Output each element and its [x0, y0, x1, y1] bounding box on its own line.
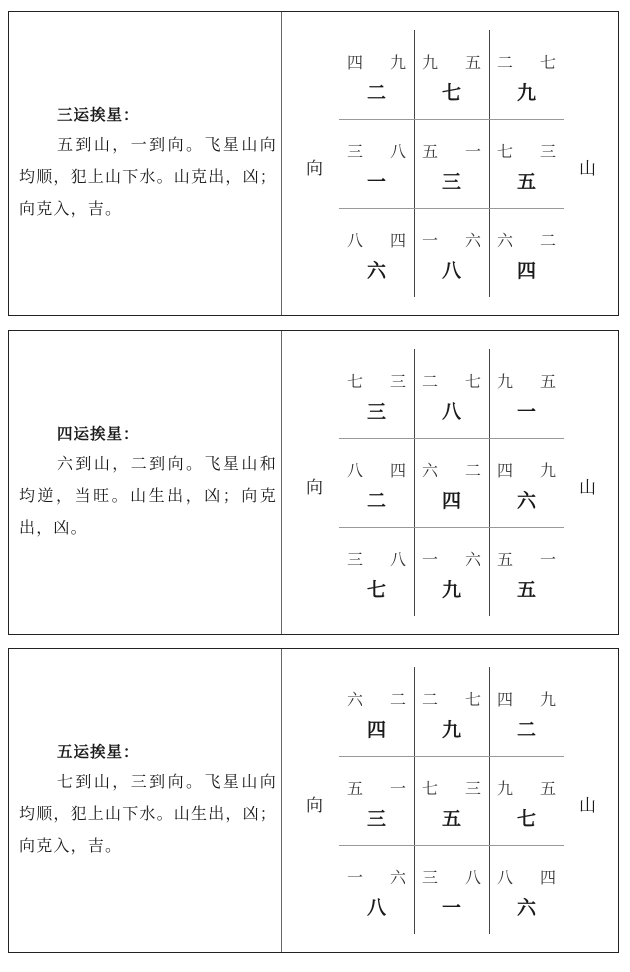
water-star: 六: [464, 231, 481, 250]
star-pair: [339, 369, 414, 392]
base-star: 六: [516, 897, 536, 919]
grid-cell: [414, 527, 489, 616]
mountain-star: 五: [497, 550, 514, 569]
water-star: 五: [464, 53, 481, 72]
star-pair: [489, 50, 564, 73]
star-pair: [489, 687, 564, 710]
mountain-star: 九: [497, 779, 514, 798]
water-star: 一: [539, 550, 556, 569]
grid-cell: [339, 349, 414, 438]
grid-cell: [489, 438, 564, 527]
base-star: 五: [516, 171, 536, 193]
base-star: 四: [441, 490, 461, 512]
base-star: 四: [516, 260, 536, 282]
water-star: 六: [464, 550, 481, 569]
grid-cell: [489, 845, 564, 934]
description-block: [19, 12, 277, 315]
base-star: 九: [441, 719, 461, 741]
star-pair: [339, 458, 414, 481]
water-star: 二: [464, 461, 481, 480]
star-pair: [414, 50, 489, 73]
mountain-star: 四: [497, 690, 514, 709]
column-divider: [281, 12, 282, 315]
water-star: 七: [464, 372, 481, 391]
mountain-star: 五: [422, 142, 439, 161]
column-divider: [281, 649, 282, 952]
mountain-star: 七: [347, 372, 364, 391]
base-star: 八: [441, 401, 461, 423]
water-star: 四: [389, 461, 406, 480]
grid-cell: [489, 756, 564, 845]
grid-cell: [489, 527, 564, 616]
description-block: [19, 649, 277, 952]
mountain-star: 一: [422, 550, 439, 569]
base-star: 五: [516, 579, 536, 601]
grid-cell: [414, 756, 489, 845]
flying-star-grid: [339, 349, 564, 616]
mountain-direction-label: 山: [579, 796, 596, 816]
chart-title: 三运挨星：: [57, 104, 140, 124]
base-star: 三: [366, 401, 386, 423]
star-pair: [489, 369, 564, 392]
water-star: 三: [389, 372, 406, 391]
mountain-star: 六: [497, 231, 514, 250]
base-star: 七: [441, 82, 461, 104]
grid-cell: [489, 349, 564, 438]
mountain-star: 七: [497, 142, 514, 161]
star-pair: [489, 865, 564, 888]
base-star: 六: [366, 260, 386, 282]
mountain-star: 二: [497, 53, 514, 72]
star-pair: [414, 865, 489, 888]
water-star: 九: [539, 690, 556, 709]
mountain-star: 五: [347, 779, 364, 798]
chart-panel: [8, 648, 619, 953]
grid-cell: [339, 119, 414, 208]
base-star: 八: [441, 260, 461, 282]
grid-cell: [414, 438, 489, 527]
grid-cell: [489, 30, 564, 119]
base-star: 一: [366, 171, 386, 193]
mountain-direction-label: 山: [579, 159, 596, 179]
star-pair: [489, 139, 564, 162]
base-star: 二: [366, 490, 386, 512]
grid-cell: [339, 756, 414, 845]
mountain-star: 八: [347, 231, 364, 250]
grid-cell: [414, 349, 489, 438]
water-star: 九: [389, 53, 406, 72]
mountain-star: 八: [347, 461, 364, 480]
star-pair: [414, 547, 489, 570]
base-star: 四: [366, 719, 386, 741]
mountain-star: 一: [422, 231, 439, 250]
base-star: 六: [516, 490, 536, 512]
grid-cell: [339, 845, 414, 934]
grid-cell: [489, 119, 564, 208]
star-pair: [339, 687, 414, 710]
water-star: 七: [464, 690, 481, 709]
star-pair: [339, 228, 414, 251]
mountain-star: 九: [497, 372, 514, 391]
base-star: 九: [441, 579, 461, 601]
grid-cell: [339, 438, 414, 527]
star-pair: [414, 139, 489, 162]
water-star: 一: [389, 779, 406, 798]
chart-panel: [8, 11, 619, 316]
star-pair: [339, 50, 414, 73]
mountain-star: 一: [347, 868, 364, 887]
star-pair: [414, 228, 489, 251]
mountain-star: 六: [422, 461, 439, 480]
water-star: 九: [539, 461, 556, 480]
mountain-star: 九: [422, 53, 439, 72]
chart-panel: [8, 330, 619, 635]
star-pair: [339, 865, 414, 888]
water-star: 八: [389, 142, 406, 161]
mountain-star: 二: [422, 372, 439, 391]
grid-cell: [489, 667, 564, 756]
base-star: 二: [366, 82, 386, 104]
grid-cell: [489, 208, 564, 297]
water-star: 二: [539, 231, 556, 250]
grid-cell: [339, 527, 414, 616]
star-pair: [414, 369, 489, 392]
base-star: 三: [441, 171, 461, 193]
mountain-star: 三: [347, 550, 364, 569]
star-pair: [339, 547, 414, 570]
star-pair: [489, 458, 564, 481]
grid-cell: [339, 667, 414, 756]
base-star: 一: [516, 401, 536, 423]
grid-cell: [414, 119, 489, 208]
water-star: 八: [389, 550, 406, 569]
grid-cell: [339, 30, 414, 119]
mountain-star: 四: [497, 461, 514, 480]
base-star: 二: [516, 719, 536, 741]
mountain-star: 三: [422, 868, 439, 887]
facing-direction-label: 向: [306, 796, 323, 816]
water-star: 四: [539, 868, 556, 887]
mountain-star: 六: [347, 690, 364, 709]
flying-star-grid: [339, 667, 564, 934]
star-pair: [489, 228, 564, 251]
water-star: 三: [539, 142, 556, 161]
grid-cell: [414, 208, 489, 297]
water-star: 六: [389, 868, 406, 887]
water-star: 七: [539, 53, 556, 72]
base-star: 七: [516, 808, 536, 830]
grid-cell: [339, 208, 414, 297]
base-star: 九: [516, 82, 536, 104]
water-star: 八: [464, 868, 481, 887]
flying-star-grid: [339, 30, 564, 297]
star-pair: [414, 776, 489, 799]
grid-cell: [414, 30, 489, 119]
description-block: [19, 331, 277, 634]
facing-direction-label: 向: [306, 478, 323, 498]
chart-description: 六到山，二到向。飞星山和均逆，当旺。山生出，凶；向克出，凶。: [19, 453, 277, 537]
mountain-star: 二: [422, 690, 439, 709]
chart-title: 四运挨星：: [57, 423, 140, 443]
star-pair: [414, 687, 489, 710]
base-star: 八: [366, 897, 386, 919]
water-star: 三: [464, 779, 481, 798]
water-star: 五: [539, 779, 556, 798]
mountain-star: 七: [422, 779, 439, 798]
star-pair: [339, 139, 414, 162]
mountain-direction-label: 山: [579, 478, 596, 498]
star-pair: [489, 547, 564, 570]
chart-description: 五到山，一到向。飞星山向均顺，犯上山下水。山克出，凶；向克入，吉。: [19, 134, 278, 218]
water-star: 四: [389, 231, 406, 250]
facing-direction-label: 向: [306, 159, 323, 179]
star-pair: [339, 776, 414, 799]
star-pair: [414, 458, 489, 481]
water-star: 五: [539, 372, 556, 391]
mountain-star: 八: [497, 868, 514, 887]
base-star: 三: [366, 808, 386, 830]
column-divider: [281, 331, 282, 634]
grid-cell: [414, 667, 489, 756]
base-star: 七: [366, 579, 386, 601]
chart-title: 五运挨星：: [57, 741, 140, 761]
base-star: 五: [441, 808, 461, 830]
chart-description: 七到山，三到向。飞星山向均顺，犯上山下水。山生出，凶；向克入，吉。: [19, 771, 278, 855]
star-pair: [489, 776, 564, 799]
base-star: 一: [441, 897, 461, 919]
mountain-star: 四: [347, 53, 364, 72]
grid-cell: [414, 845, 489, 934]
water-star: 二: [389, 690, 406, 709]
water-star: 一: [464, 142, 481, 161]
mountain-star: 三: [347, 142, 364, 161]
